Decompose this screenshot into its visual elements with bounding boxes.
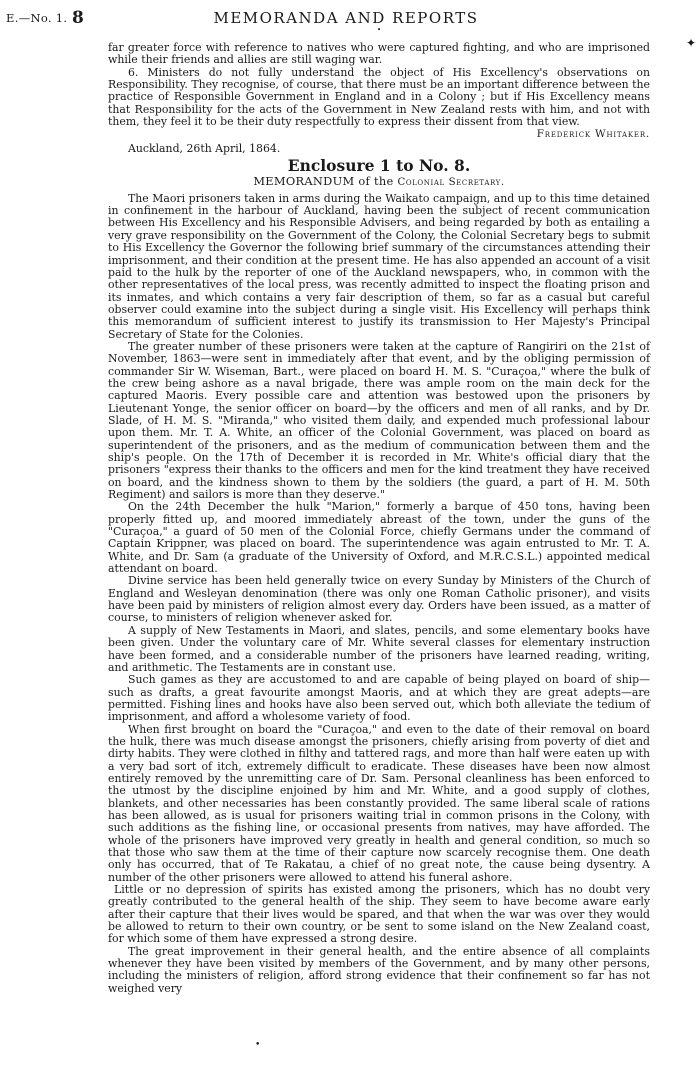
memo-word: MEMORANDUM of the (253, 174, 394, 189)
page-number: 8 (72, 8, 84, 28)
series-label: E.—No. 1. (6, 11, 68, 25)
paragraph: The great improvement in their general health, and the entire absence of all complaints whenever they have been visited by members of the Government, and by many other persons, including the ministers of religion, afford strong evidence that their confinement so far has not weighed very (108, 944, 650, 995)
dateline: Auckland, 26th April, 1864. (128, 141, 281, 155)
paragraph: Little or no depression of spirits has existed among the prisoners, which has no doubt very greatly contributed to the general health of the ship. They seem to have become aware early after their capture that their lives would be spared, and that when the war was over they would be allowed to return to their own country, or be sent to some island on the New Zealand coast, for which some of them have expressed a strong desire. (108, 883, 650, 946)
speck-mark: ✦ (686, 36, 697, 50)
enclosure-heading: Enclosure 1 to No. 8. (287, 156, 471, 176)
paragraph: The Maori prisoners taken in arms during the Waikato campaign, and up to this time detained in confinement in the harbour of Auckland, having been the subject of recent communication between His Excellency and his Responsible Advisers, and being regarded by both as entailing a very grave responsibility on the Government of the Colony, the Colonial Secretary begs to submit to His Excellency the Governor the following brief summary of the circumstances attending their imprisonment, and their condition at the present time. He has also appended an account of a visit paid to the hulk by the reporter of one of the Auckland newspapers, who, in common with the other representatives of the local press, was recently admitted to inspect the floating prison and its inmates, and which contains a very fair description of them, so far as a casual but careful observer could examine into the subject during a single visit. His Excellency will perhaps think this memorandum of sufficient interest to justify its transmission to Her Majesty's Principal Secretary of State for the Colonies. (108, 191, 650, 341)
memo-author: Colonial Secretary. (397, 177, 505, 189)
paragraph: Such games as they are accustomed to and are capable of being played on board of ship—such as drafts, a great favourite amongst Maoris, and at which they are great adepts—are permitted. Fishing lines and hooks have also been served out, which both alleviate the tedium of imprisonment, and afford a wholesome variety of food. (108, 673, 650, 724)
paragraph: On the 24th December the hulk "Marion," formerly a barque of 450 tons, having been properly fitted up, and moored immediately abreast of the town, under the guns of the "Curaçoa," a guard of 50 men of the Colonial Force, chiefly Germans under the command of Captain Krippner, was placed on board. The superintendence was again entrusted to Mr. T. A. White, and Dr. Sam (a graduate of the University of Oxford, and M.R.C.S.L.) appointed medical attendant on board. (108, 500, 650, 576)
running-header (6, 8, 686, 28)
speck-mark: • (377, 26, 382, 34)
paragraph: far greater force with reference to natives who were captured fighting, and who are imprisoned while their friends and allies are still waging war. (108, 41, 650, 67)
running-title: MEMORANDA AND REPORTS (213, 9, 479, 27)
paragraph: The greater number of these prisoners were taken at the capture of Rangiriri on the 21st of November, 1863—were sent in immediately after that event, and by the obliging permission of commander Sir W. Wiseman, Bart., were placed on board H. M. S. "Curaçoa," where the bulk of the crew being ashore as a naval brigade, there was ample room on the main deck for the captured Maoris. Every possible care and attention was bestowed upon the prisoners by Lieutenant Yonge, the senior officer on board—by the officers and men of all ranks, and by Dr. Slade, of H. M. S. "Miranda," who visited them daily, and expended much professional labour upon them. Mr. T. A. White, an officer of the Colonial Government, was placed on board as superintendent of the prisoners, and as the medium of communication between them and the ship's people. On the 17th of December it is recorded in Mr. White's official diary that the prisoners "express their thanks to the officers and men for the kind treatment they have received on board, and the kindness shown to them by the soldiers (the guard, a part of H. M. 50th Regiment) and sailors is more than they deserve." (108, 339, 650, 502)
paragraph: A supply of New Testaments in Maori, and slates, pencils, and some elementary books have been given. Under the voluntary care of Mr. White several classes for elementary instruction have been formed, and a considerable number of the prisoners have learned reading, writing, and arithmetic. The Testaments are in constant use. (108, 623, 650, 674)
paragraph: Divine service has been held generally twice on every Sunday by Ministers of the Church of England and Wesleyan denomination (there was only one Roman Catholic prisoner), and visits have been paid by ministers of religion almost every day. Orders have been issued, as a matter of course, to ministers of religion whenever asked for. (108, 574, 650, 625)
paragraph: When first brought on board the "Curaçoa," and even to the date of their removal on board the hulk, there was much disease amongst the prisoners, chiefly arising from poverty of diet and dirty habits. They were clothed in filthy and tattered rags, and more than half were eaten up with a very bad sort of itch, extremely difficult to eradicate. These diseases have been now almost entirely removed by the unremitting care of Dr. Sam. Personal cleanliness has been enforced to the utmost by the discipline enjoined by him and Mr. White, and a good supply of clothes, blankets, and other necessaries has been constantly provided. The same liberal scale of rations has been allowed, as is usual for prisoners waiting trial in common prisons in the Colony, with such additions as the fishing line, or occasional presents from natives, may have afforded. The whole of the prisoners have improved very greatly in health and general condition, so much so that those who saw them at the time of their capture now scarcely recognise them. One death only has occurred, that of Te Rakatau, a chief of no great note, the cause being dysentry. A number of the other prisoners were allowed to attend his funeral ashore. (108, 722, 650, 884)
speck-mark: • (255, 1040, 261, 1050)
paragraph: 6. Ministers do not fully understand the object of His Excellency's observations on Responsibility. They recognise, of course, that there must be an important difference between the practice of Responsible Government in England and in a Colony ; but if His Excellency means that Responsibility for the acts of the Government in New Zealand rests with him, and not with them, they feel it to be their duty respectfully to express their dissent from that view. (108, 65, 650, 129)
text-column (108, 42, 650, 995)
memorandum-subheading (108, 175, 650, 189)
signature: Frederick Whitaker. (536, 128, 650, 141)
